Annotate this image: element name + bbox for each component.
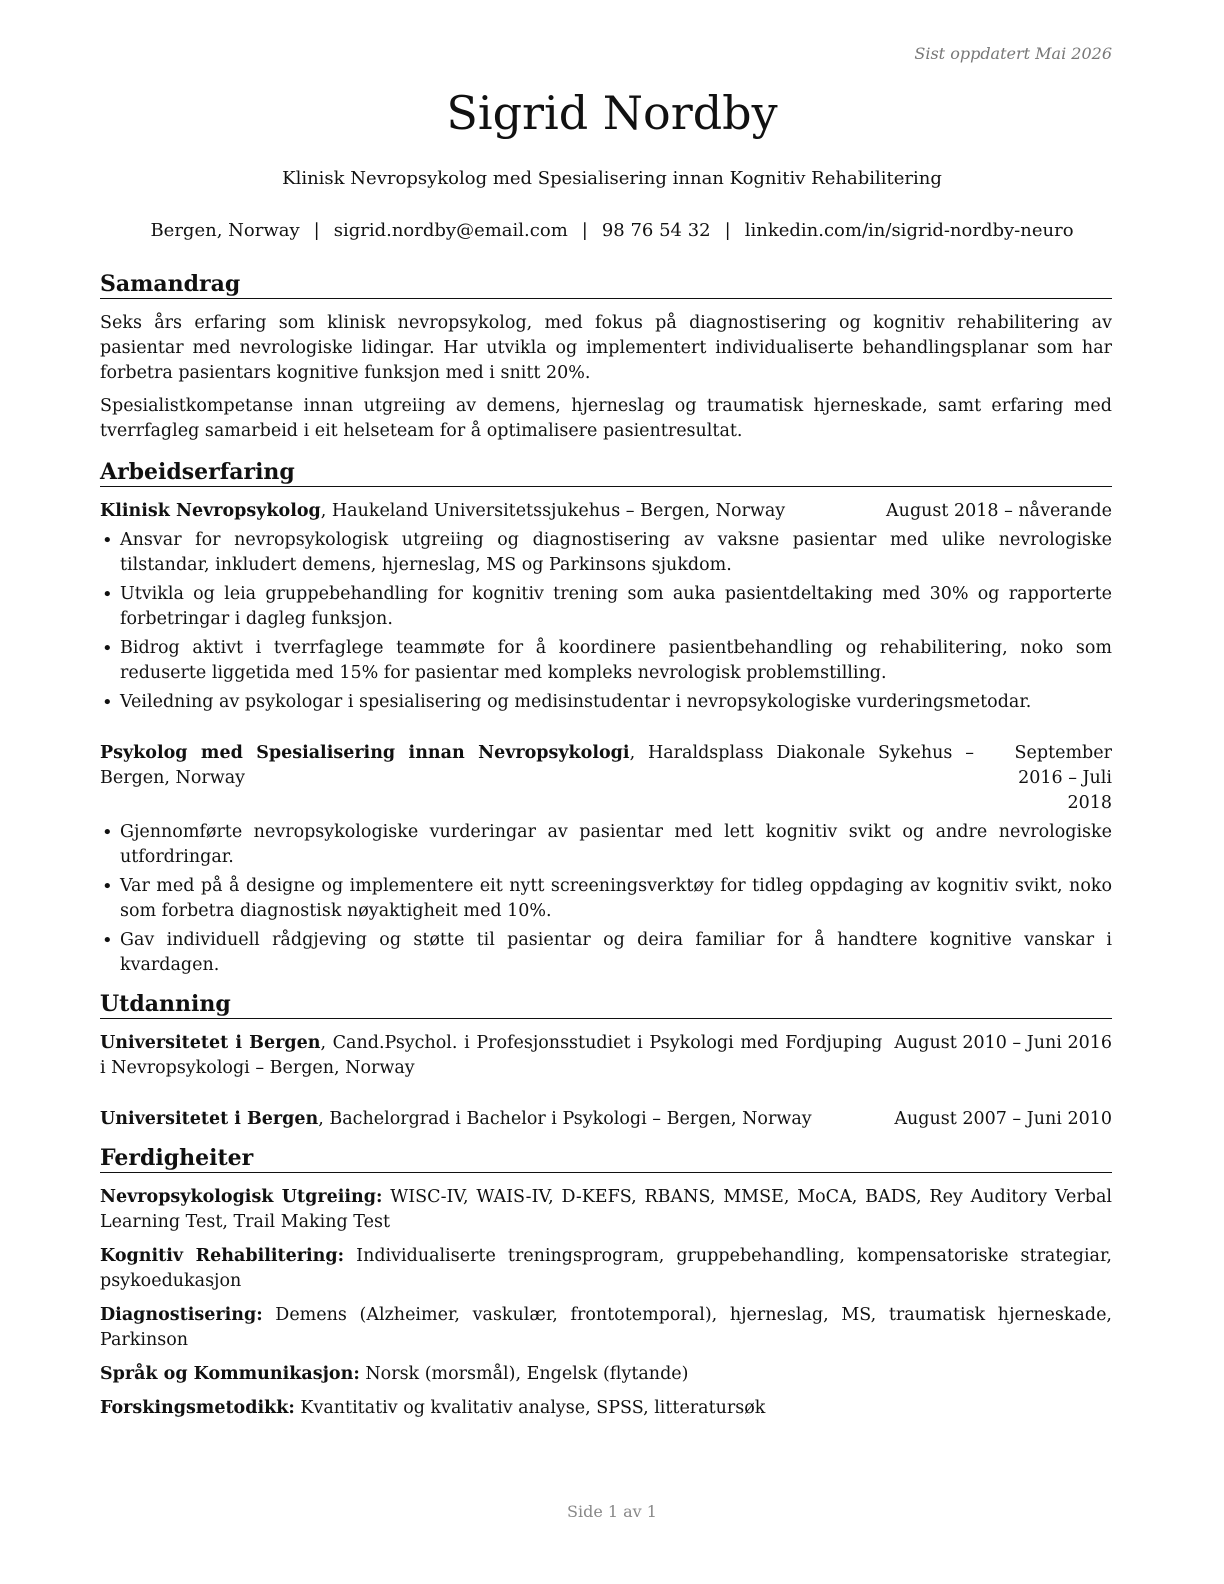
list-item: • Veiledning av psykologar i spesialisering og medisinstudentar i nevropsykologiske vurderingsmetodar. [100, 690, 1112, 715]
last-updated: Sist oppdatert Mai 2026 [914, 44, 1112, 63]
list-item: • Var med på å designe og implementere eit nytt screeningsverktøy for tidleg oppdaging av kognitiv svikt, noko som forbetra diagnostisk nøyaktigheit med 10%. [100, 874, 1112, 924]
job-dates: September 2016 – Juli 2018 [1014, 743, 1112, 813]
skill-line [100, 1362, 1112, 1387]
skill-label: Nevropsykologisk Utgreiing: [100, 1187, 383, 1207]
skill-text: Demens (Alzheimer, vaskulær, frontotemporal), hjerneslag, MS, traumatisk hjerneskade, Parkinson [100, 1305, 1112, 1350]
education-school: Universitetet i Bergen [100, 1033, 321, 1053]
section-title-experience: Arbeidserfaring [100, 458, 1112, 487]
page-title: Sigrid Nordby [446, 86, 778, 140]
subtitle: Klinisk Nevropsykolog med Spesialisering innan Kognitiv Rehabilitering [282, 168, 942, 189]
education-detail: , Cand.Psychol. i Profesjonsstudiet i Psykologi med Fordjuping i Nevropsykologi – Bergen, Norway [100, 1033, 883, 1078]
education-item [100, 1107, 1112, 1132]
job-header [100, 499, 1112, 524]
skill-line [100, 1396, 1112, 1421]
skill-label: Språk og Kommunikasjon: [100, 1364, 360, 1384]
contact-line [0, 220, 1224, 241]
contact-location: Bergen, Norway [150, 220, 300, 241]
list-item: • Gjennomførte nevropsykologiske vurderingar av pasientar med lett kognitiv svikt og andre nevrologiske utfordringar. [100, 820, 1112, 870]
skill-text: WISC-IV, WAIS-IV, D-KEFS, RBANS, MMSE, MoCA, BADS, Rey Auditory Verbal Learning Test, Trail Making Test [100, 1187, 1113, 1232]
job-role: Klinisk Nevropsykolog [100, 501, 321, 521]
list-item: • Bidrog aktivt i tverrfaglege teammøte for å koordinere pasientbehandling og rehabilitering, noko som reduserte liggetida med 15% for pasientar med kompleks nevrologisk problemstilling. [100, 636, 1112, 686]
separator: | [313, 220, 320, 241]
resume-body [100, 270, 1112, 1430]
skill-label: Kognitiv Rehabilitering: [100, 1246, 345, 1266]
contact-linkedin[interactable]: linkedin.com/in/sigrid-nordby-neuro [744, 220, 1074, 241]
education-detail: , Bachelorgrad i Bachelor i Psykologi – Bergen, Norway [318, 1109, 812, 1129]
education-dates: August 2007 – Juni 2010 [894, 1109, 1112, 1129]
page-number: Side 1 av 1 [567, 1502, 657, 1521]
skill-line [100, 1244, 1112, 1294]
job-place: , Haukeland Universitetssjukehus – Bergen, Norway [320, 501, 786, 521]
education-dates: August 2010 – Juni 2016 [894, 1033, 1112, 1053]
skill-text: Individualiserte treningsprogram, gruppebehandling, kompensatoriske strategiar, psykoedukasjon [100, 1246, 1112, 1291]
summary-paragraph: Seks års erfaring som klinisk nevropsykolog, med fokus på diagnostisering og kognitiv rehabilitering av pasientar med nevrologiske lidingar. Har utvikla og implementert individualiserte behandlingsplanar som har forbetra pasientars kognitive funksjon med i snitt 20%. [100, 313, 1112, 383]
skill-text: Norsk (morsmål), Engelsk (flytande) [359, 1364, 689, 1384]
section-title-skills: Ferdigheiter [100, 1144, 1112, 1173]
job-dates: August 2018 – nåverande [886, 501, 1112, 521]
section-title-summary: Samandrag [100, 270, 1112, 299]
section-title-education: Utdanning [100, 990, 1112, 1019]
skill-label: Diagnostisering: [100, 1305, 263, 1325]
summary-paragraph: Spesialistkompetanse innan utgreiing av demens, hjerneslag og traumatisk hjerneskade, samt erfaring med tverrfagleg samarbeid i eit helseteam for å optimalisere pasientresultat. [100, 396, 1112, 441]
contact-phone: 98 76 54 32 [601, 220, 711, 241]
separator: | [581, 220, 588, 241]
job-bullets [100, 820, 1112, 978]
job-header [100, 741, 1112, 816]
job-place: , Haraldsplass Diakonale Sykehus – Bergen, Norway [100, 743, 975, 788]
education-item [100, 1031, 1112, 1081]
list-item: • Utvikla og leia gruppebehandling for kognitiv trening som auka pasientdeltaking med 30% og rapporterte forbetringar i dagleg funksjon. [100, 582, 1112, 632]
skill-text: Kvantitativ og kvalitativ analyse, SPSS, litteratursøk [294, 1398, 766, 1418]
skill-line [100, 1185, 1112, 1235]
list-item: • Ansvar for nevropsykologisk utgreiing og diagnostisering av vaksne pasientar med ulike nevrologiske tilstandar, inkludert demens, hjerneslag, MS og Parkinsons sjukdom. [100, 528, 1112, 578]
job-bullets [100, 528, 1112, 715]
education-school: Universitetet i Bergen [100, 1109, 319, 1129]
skill-line [100, 1303, 1112, 1353]
contact-email[interactable]: sigrid.nordby@email.com [333, 220, 568, 241]
skill-label: Forskingsmetodikk: [100, 1398, 295, 1418]
separator: | [724, 220, 731, 241]
job-role: Psykolog med Spesialisering innan Nevropsykologi [100, 743, 630, 763]
list-item: • Gav individuell rådgjeving og støtte til pasientar og deira familiar for å handtere kognitive vanskar i kvardagen. [100, 928, 1112, 978]
